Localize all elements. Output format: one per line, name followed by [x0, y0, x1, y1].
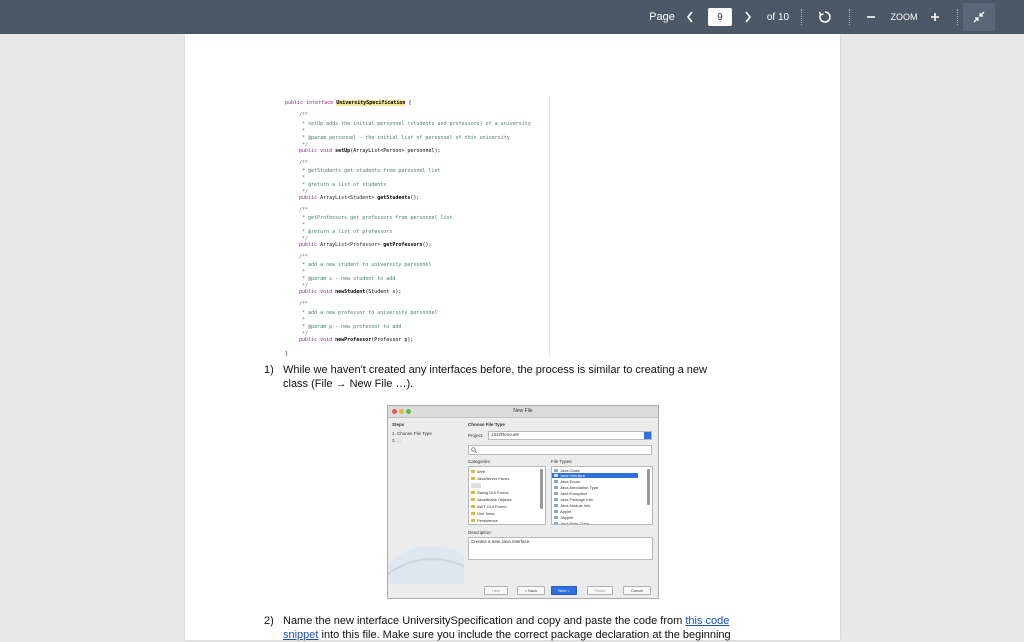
project-label: Project:: [468, 433, 484, 438]
zoom-in-button[interactable]: [925, 0, 945, 34]
step-2-number: 2): [264, 615, 274, 627]
filetypes-scrollbar[interactable]: [647, 469, 650, 505]
category-item[interactable]: Web: [471, 469, 485, 474]
code-comment: */: [299, 189, 309, 195]
categories-scrollbar[interactable]: [540, 469, 543, 509]
filter-search-input[interactable]: [468, 445, 652, 455]
filetype-item[interactable]: JApplet: [554, 515, 573, 520]
code-comment: * @param s - new student to add: [299, 276, 396, 282]
toolbar-divider: [849, 9, 850, 25]
step-2-text: Name the new interface UniversitySpecification and copy and paste the code from: [283, 615, 683, 627]
step-item-2: 2. ...: [392, 438, 401, 443]
code-type: ArrayList<Student>: [320, 195, 378, 201]
code-comment: * add a new professor to university personnel: [299, 310, 438, 316]
method-name: setUp: [335, 148, 351, 154]
project-value: 1332Rescue9: [491, 432, 519, 437]
java-file-icon: [554, 480, 558, 483]
method-setup: [299, 148, 441, 154]
filetype-item-selected[interactable]: Java Interface: [552, 473, 638, 478]
code-comment: */: [299, 283, 309, 289]
filetype-item[interactable]: Java Annotation Type: [554, 485, 598, 490]
folder-icon: [471, 498, 475, 501]
back-button[interactable]: < Back: [517, 586, 545, 595]
method-name: newProfessor: [335, 337, 372, 343]
categories-title: Categories:: [468, 459, 492, 464]
zoom-out-button[interactable]: [861, 0, 881, 34]
filetype-item[interactable]: Java Main Class: [554, 521, 589, 525]
maximize-dot-icon: [406, 409, 411, 414]
chevron-right-icon: [744, 11, 752, 23]
java-file-icon: [554, 516, 558, 519]
minus-icon: [866, 12, 876, 22]
code-comment: *: [299, 317, 306, 323]
java-file-icon: [554, 504, 558, 507]
category-item[interactable]: JavaServer Faces: [471, 476, 509, 481]
interface-name: UniversitySpecification: [336, 100, 406, 106]
code-comment: */: [299, 142, 309, 148]
category-item[interactable]: Persistence: [471, 518, 498, 523]
zoom-label: ZOOM: [890, 12, 918, 22]
next-button[interactable]: Next >: [551, 586, 577, 595]
search-icon: [471, 447, 477, 453]
code-keyword: public void: [299, 289, 336, 295]
method-newstudent: [299, 289, 401, 295]
code-comment: *: [299, 222, 306, 228]
step-item-1: 1. Choose File Type: [392, 431, 432, 436]
folder-icon: [471, 491, 475, 494]
categories-list[interactable]: [468, 466, 546, 525]
toolbar-divider: [801, 9, 802, 25]
minimize-dot-icon: [399, 409, 404, 414]
code-comment: * @return a list of professors: [299, 229, 393, 235]
code-text: {: [405, 100, 412, 106]
category-item-selected[interactable]: [471, 483, 481, 488]
method-newprofessor: [299, 337, 413, 343]
folder-icon: [471, 519, 475, 522]
code-comment: * add a new student to university personnel: [299, 262, 432, 268]
code-comment: * getStudents get students from personnel list: [299, 168, 441, 174]
interface-declaration: [285, 100, 411, 106]
code-text: ();: [422, 242, 432, 248]
panel-title: Choose File Type: [468, 422, 505, 427]
step-1-text-line-1: While we haven't created any interfaces before, the process is similar to creating a new: [283, 364, 707, 376]
method-name: newStudent: [335, 289, 366, 295]
code-comment: /**: [299, 301, 309, 307]
step-1-text-line-2: class (File → New File …).: [283, 378, 414, 390]
chevron-left-icon: [686, 11, 694, 23]
closing-brace: }: [285, 351, 289, 357]
java-file-icon: [554, 474, 558, 477]
steps-title: Steps: [392, 422, 405, 427]
rotate-button[interactable]: [814, 0, 836, 34]
filetypes-title: File Types:: [551, 459, 573, 464]
code-text: (Student s);: [365, 289, 402, 295]
folder-icon: [471, 505, 475, 508]
finish-button[interactable]: Finish: [587, 586, 613, 595]
folder-icon: [471, 477, 475, 480]
code-comment: /**: [299, 160, 309, 166]
java-file-icon: [554, 522, 558, 525]
description-text: Creates a new Java interface.: [471, 539, 531, 544]
plus-icon: [930, 12, 940, 22]
project-select[interactable]: [488, 431, 652, 440]
description-title: Description:: [468, 530, 492, 535]
code-comment: * setUp adds the initial personnel (students and professors) of a university: [299, 121, 531, 127]
category-item[interactable]: JavaBeans Objects: [471, 497, 511, 502]
help-button[interactable]: Help: [484, 586, 508, 595]
code-text: ();: [410, 195, 420, 201]
code-snippet-image: [285, 96, 550, 358]
filetype-item[interactable]: Java Exception: [554, 491, 587, 496]
code-comment: /**: [299, 112, 309, 118]
page-number-input[interactable]: [708, 8, 732, 26]
exit-fullscreen-button[interactable]: [963, 3, 995, 31]
chevron-down-icon: [644, 432, 651, 439]
code-snippet-link[interactable]: snippet: [283, 629, 319, 641]
collapse-arrows-icon: [973, 11, 985, 23]
java-file-icon: [554, 469, 558, 472]
page-count-label: of 10: [766, 11, 790, 23]
step-1-number: 1): [264, 364, 274, 376]
filetype-item[interactable]: Java Package Info: [554, 497, 593, 502]
dialog-title: New File: [388, 406, 658, 418]
code-keyword: public void: [299, 148, 336, 154]
code-comment: */: [299, 331, 309, 337]
java-file-icon: [554, 492, 558, 495]
close-dot-icon: [392, 409, 397, 414]
step-2-text: into this file. Make sure you include the correct package declaration at the beginning: [321, 629, 731, 641]
next-page-button[interactable]: [738, 0, 758, 34]
code-keyword: public: [299, 195, 321, 201]
java-file-icon: [554, 498, 558, 501]
filetype-item[interactable]: Java Module Info: [554, 503, 590, 508]
code-comment: * @param personnel - the initial list of personnel of this university: [299, 135, 510, 141]
filetype-item[interactable]: Applet: [554, 509, 571, 514]
code-snippet-link[interactable]: this code: [685, 615, 730, 627]
code-type: ArrayList<Professor>: [320, 242, 384, 248]
method-name: getStudents: [377, 195, 411, 201]
viewer-toolbar: [0, 0, 1024, 34]
code-comment: *: [299, 128, 306, 134]
method-getstudents: [299, 195, 419, 201]
folder-icon: [471, 470, 475, 473]
toolbar-divider: [957, 9, 958, 25]
code-text: (ArrayList<Person> personnel);: [350, 148, 441, 154]
code-text: (Professor p);: [371, 337, 414, 343]
category-item[interactable]: Swing GUI Forms: [471, 490, 509, 495]
new-file-dialog-image: [387, 405, 659, 599]
code-comment: */: [299, 236, 309, 242]
filetype-item[interactable]: Java Enum: [554, 479, 580, 484]
filetypes-list[interactable]: [551, 466, 653, 525]
page-label: Page: [649, 11, 675, 23]
code-comment: /**: [299, 207, 309, 213]
java-file-icon: [554, 510, 558, 513]
code-comment: *: [299, 269, 306, 275]
rotate-icon: [818, 10, 832, 24]
java-file-icon: [554, 486, 558, 489]
cancel-button[interactable]: Cancel: [623, 586, 651, 595]
code-comment: * @return a list of students: [299, 182, 387, 188]
code-keyword: public: [299, 242, 321, 248]
filetype-item[interactable]: Java Class: [554, 468, 580, 473]
description-box: [468, 537, 653, 560]
previous-page-button[interactable]: [680, 0, 700, 34]
code-comment: *: [299, 175, 306, 181]
category-item[interactable]: AWT GUI Forms: [471, 504, 506, 509]
code-comment: * @param p - new professor to add: [299, 324, 402, 330]
category-item[interactable]: Unit Tests: [471, 511, 495, 516]
step-2-text-line-1: [283, 614, 729, 628]
code-keyword: public void: [299, 337, 336, 343]
method-name: getProfessors: [383, 242, 423, 248]
method-getprofessors: [299, 242, 431, 248]
code-comment: * getProfessors get professors from personnel list: [299, 215, 453, 221]
code-keyword: public interface: [285, 100, 337, 106]
folder-icon: [471, 512, 475, 515]
dialog-decoration-graphic: [388, 524, 464, 584]
code-comment: /**: [299, 254, 309, 260]
